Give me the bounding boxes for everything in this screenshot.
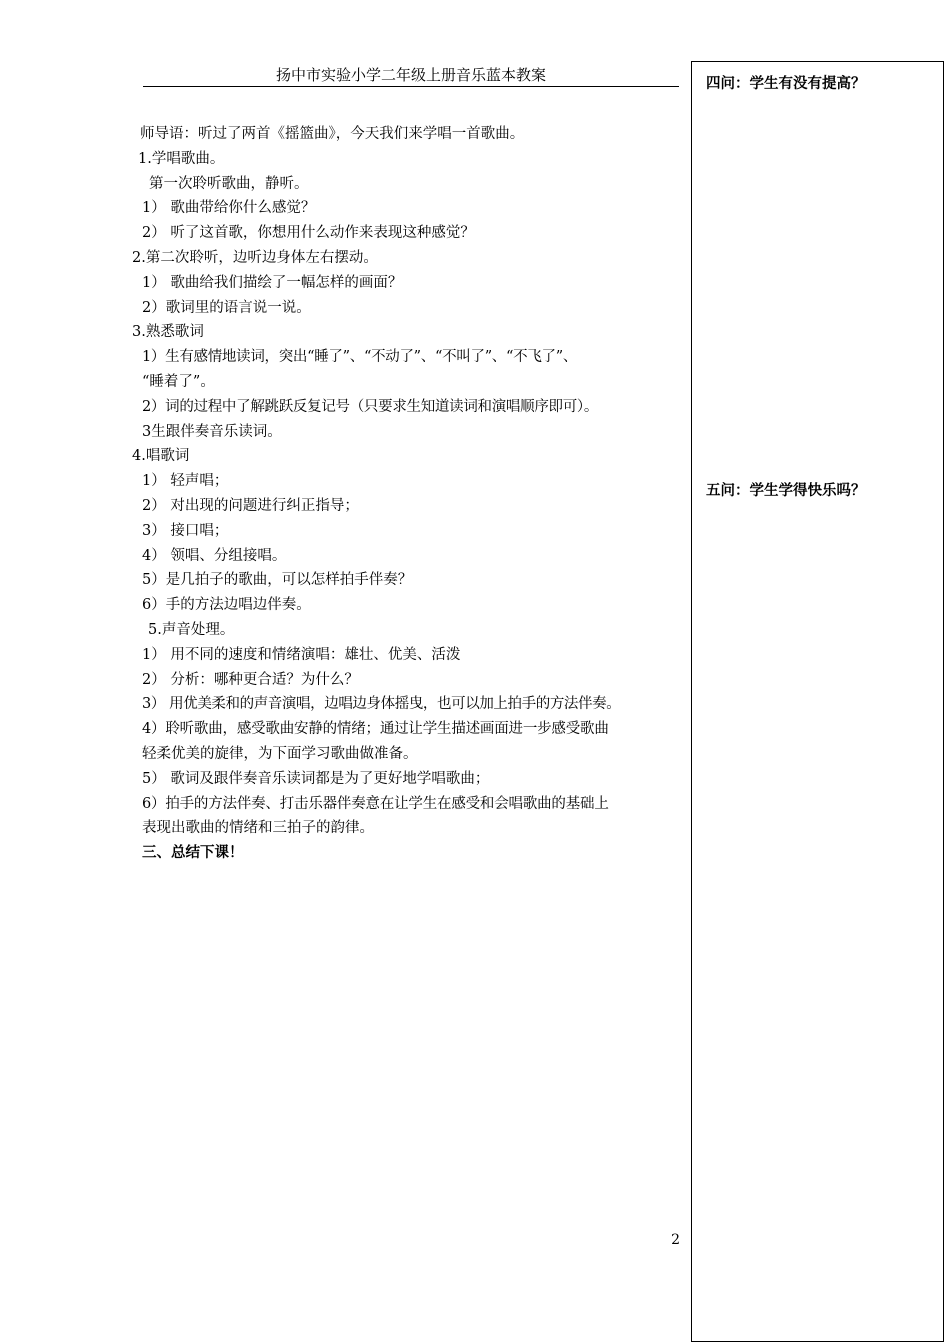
reflection-question-5: 五问：学生学得快乐吗？ — [706, 483, 866, 499]
text-line: 2） 分析：哪种更合适？为什么？ — [142, 671, 359, 688]
text-line: 师导语：听过了两首《摇篮曲》，今天我们来学唱一首歌曲。 — [140, 126, 525, 142]
lesson-plan-body — [130, 122, 690, 866]
text-line: 1） 歌曲给我们描绘了一幅怎样的画面？ — [142, 274, 403, 291]
text-line: 3） 接口唱； — [142, 522, 229, 539]
text-line: 4） 领唱、分组接唱。 — [142, 547, 287, 564]
text-line: 2.第二次聆听，边听边身体左右摆动。 — [132, 249, 378, 266]
text-line: 5.声音处理。 — [148, 621, 235, 638]
text-line: 6）拍手的方法伴奏、打击乐器伴奏意在让学生在感受和会唱歌曲的基础上 — [142, 795, 609, 812]
text-line: 3） 用优美柔和的声音演唱，边唱边身体摇曳，也可以加上拍手的方法伴奏。 — [142, 696, 621, 713]
reflection-question-4: 四问：学生有没有提高？ — [706, 76, 866, 92]
text-line: 2） 对出现的问题进行纠正指导； — [142, 497, 359, 514]
page-header — [143, 64, 679, 87]
text-line: 4.唱歌词 — [132, 448, 190, 465]
page-number: 2 — [671, 1232, 680, 1248]
text-line: 5） 歌词及跟伴奏音乐读词都是为了更好地学唱歌曲； — [142, 770, 490, 787]
text-line: 3生跟伴奏音乐读词。 — [142, 423, 282, 440]
text-line: 2）词的过程中了解跳跃反复记号（只要求生知道读词和演唱顺序即可）。 — [142, 398, 599, 415]
text-line: 5）是几拍子的歌曲，可以怎样拍手伴奏？ — [142, 572, 413, 589]
reflection-column — [691, 61, 944, 1342]
text-line: 1） 轻声唱； — [142, 473, 229, 490]
text-line: 轻柔优美的旋律，为下面学习歌曲做准备。 — [142, 745, 418, 762]
text-line: 1.学唱歌曲。 — [138, 150, 225, 167]
text-line: 表现出歌曲的情绪和三拍子的韵律。 — [142, 820, 374, 837]
text-line: 2） 听了这首歌，你想用什么动作来表现这种感觉？ — [142, 225, 475, 242]
text-line: 1） 歌曲带给你什么感觉？ — [142, 200, 316, 217]
header-title: 扬中市实验小学二年级上册音乐蓝本教案 — [275, 66, 546, 84]
text-line: 1） 用不同的速度和情绪演唱：雄壮、优美、活泼 — [142, 646, 461, 663]
text-line: 2）歌词里的语言说一说。 — [142, 299, 311, 316]
text-line: “睡着了”。 — [142, 373, 215, 390]
text-line: 1）生有感情地读词，突出“睡了”、“不动了”、“不叫了”、“不飞了”、 — [142, 349, 578, 366]
section-heading: 三、总结下课！ — [142, 845, 244, 862]
text-line: 6）手的方法边唱边伴奏。 — [142, 597, 311, 614]
text-line: 4）聆听歌曲，感受歌曲安静的情绪；通过让学生描述画面进一步感受歌曲 — [142, 721, 609, 738]
text-line: 3.熟悉歌词 — [132, 324, 204, 341]
text-line: 第一次聆听歌曲，静听。 — [149, 175, 309, 192]
